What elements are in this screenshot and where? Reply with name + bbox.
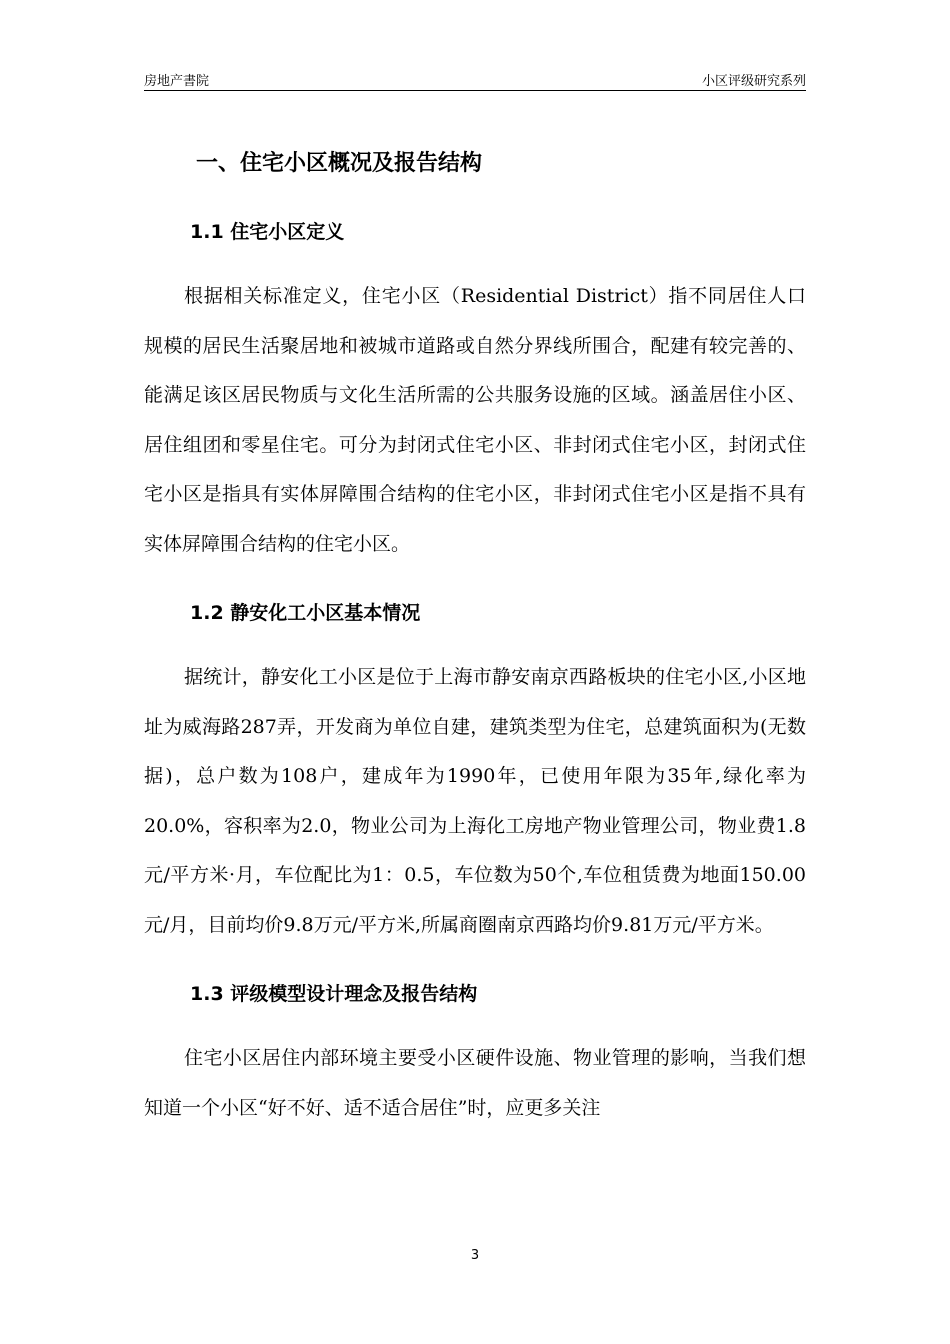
section-heading-1-2: 1.2 静安化工小区基本情况 bbox=[190, 602, 421, 624]
page-number: 3 bbox=[470, 1248, 480, 1263]
header-left-text: 房地产書院 bbox=[144, 74, 210, 89]
header-right-text: 小区评级研究系列 bbox=[701, 74, 806, 89]
chapter-title: 一、住宅小区概况及报告结构 bbox=[196, 151, 483, 176]
section-paragraph-1-1: 根据相关标准定义，住宅小区（Residential District）指不同居住人口规模的居民生活聚居地和被城市道路或自然分界线所围合，配建有较完善的、能满足该区居民物质与文化生活所需的公共服务设施的区域。涵盖居住小区、居住组团和零星住宅。可分为封闭式住宅小区、非封闭式住宅小区，封闭式住宅小区是指具有实体屏障围合结构的住宅小区，非封闭式住宅小区是指不具有实体屏障围合结构的住宅小区。 bbox=[144, 285, 806, 555]
document-body bbox=[144, 140, 806, 1133]
section-paragraph-1-3: 住宅小区居住内部环境主要受小区硬件设施、物业管理的影响，当我们想知道一个小区“好不好、适不适合居住”时，应更多关注 bbox=[144, 1047, 806, 1119]
page-header bbox=[144, 64, 806, 91]
section-paragraph-1-2: 据统计，静安化工小区是位于上海市静安南京西路板块的住宅小区,小区地址为威海路287弄，开发商为单位自建，建筑类型为住宅，总建筑面积为(无数据)，总户数为108户，建成年为1990年，已使用年限为35年,绿化率为20.0%，容积率为2.0，物业公司为上海化工房地产物业管理公司，物业费1.8元/平方米·月，车位配比为1：0.5，车位数为50个,车位租赁费为地面150.00元/月，目前均价9.8万元/平方米,所属商圈南京西路均价9.81万元/平方米。 bbox=[144, 666, 806, 936]
section-heading-1-1: 1.1 住宅小区定义 bbox=[190, 221, 345, 243]
section-heading-1-3: 1.3 评级模型设计理念及报告结构 bbox=[190, 983, 478, 1005]
